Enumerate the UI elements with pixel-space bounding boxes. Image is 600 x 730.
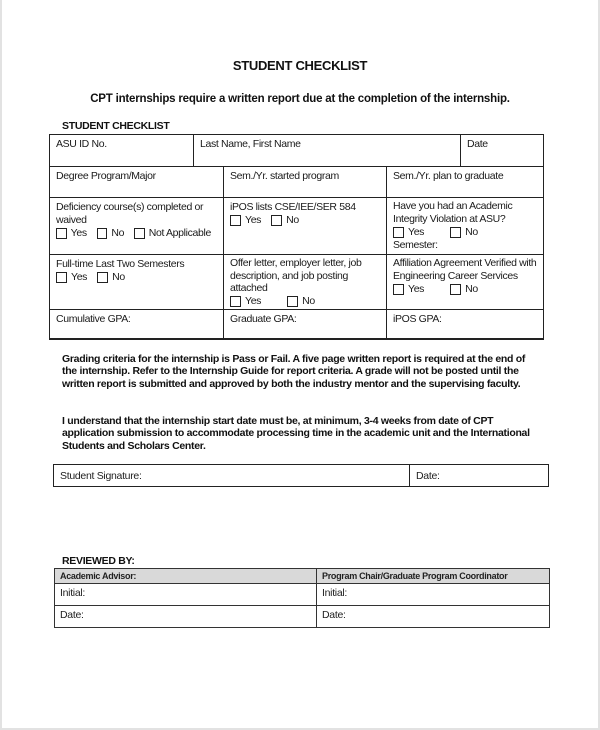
semester-label: Semester: [393, 239, 438, 251]
graduate-gpa-field[interactable] [223, 309, 387, 340]
deficiency-cell [49, 197, 224, 255]
field-label: Last Name, First Name [200, 138, 301, 150]
reviewed-by-label: REVIEWED BY: [62, 555, 135, 567]
academic-advisor-header: Academic Advisor: [54, 568, 317, 584]
field-label: Sem./Yr. plan to graduate [393, 170, 504, 182]
checkbox-label: No [302, 295, 315, 308]
checkbox-not-applicable[interactable] [134, 228, 145, 239]
fulltime-options [56, 271, 217, 285]
checkbox-yes[interactable] [56, 272, 67, 283]
field-label: Cumulative GPA: [56, 313, 131, 325]
field-label: Graduate GPA: [230, 313, 297, 325]
checkbox-yes[interactable] [230, 215, 241, 226]
section-label: STUDENT CHECKLIST [62, 120, 170, 132]
checkbox-no[interactable] [287, 296, 298, 307]
checkbox-yes[interactable] [393, 284, 404, 295]
chair-initial-field[interactable] [316, 583, 550, 606]
ipos-options [230, 214, 380, 228]
affiliation-options [393, 282, 537, 296]
sem-started-field[interactable] [223, 166, 387, 198]
checkbox-no[interactable] [97, 272, 108, 283]
field-label: Deficiency course(s) completed or waived [56, 201, 204, 226]
checkbox-label: No [465, 225, 478, 238]
field-label: iPOS lists CSE/IEE/SER 584 [230, 201, 356, 213]
asu-id-field[interactable] [49, 134, 194, 167]
field-label: Date: [322, 609, 346, 621]
offer-letter-cell [223, 254, 387, 310]
program-chair-header: Program Chair/Graduate Program Coordinator [316, 568, 550, 584]
deficiency-options [56, 226, 217, 240]
grading-criteria-paragraph: Grading criteria for the internship is Pass or Fail. A five page written report is required at the end of the internship. Refer to the Internship Guide for report criteria. A grade will not be posted until the written report is submitted and approved by both the industry mentor and the supervising faculty. [62, 353, 526, 390]
integrity-options [393, 225, 537, 239]
chair-date-field[interactable] [316, 605, 550, 628]
offer-options [230, 295, 380, 309]
field-label: Date [467, 138, 488, 150]
checkbox-label: No [112, 271, 125, 284]
start-date-paragraph: I understand that the internship start date must be, at minimum, 3-4 weeks from date of CPT application submission to accommodate processing time in the academic unit and the International Students and Scholars Center. [62, 415, 530, 452]
field-label: Date: [60, 609, 84, 621]
checkbox-label: No [286, 214, 299, 227]
advisor-initial-field[interactable] [54, 583, 317, 606]
page-subtitle: CPT internships require a written report due at the completion of the internship. [90, 93, 510, 105]
checkbox-label: Yes [408, 225, 425, 238]
checkbox-label: Not Applicable [148, 226, 211, 239]
checkbox-yes[interactable] [393, 227, 404, 238]
field-label: Student Signature: [60, 470, 142, 482]
checkbox-label: Yes [408, 282, 425, 295]
checkbox-no[interactable] [271, 215, 282, 226]
degree-program-field[interactable] [49, 166, 224, 198]
date-field[interactable] [460, 134, 544, 167]
student-signature-field[interactable] [53, 464, 410, 487]
cumulative-gpa-field[interactable] [49, 309, 224, 340]
page-title: STUDENT CHECKLIST [232, 58, 368, 73]
fulltime-cell [49, 254, 224, 310]
integrity-cell [386, 197, 544, 255]
field-label: ASU ID No. [56, 138, 107, 150]
name-field[interactable] [193, 134, 461, 167]
ipos-cell [223, 197, 387, 255]
field-label: Degree Program/Major [56, 170, 156, 182]
checkbox-label: No [111, 226, 125, 239]
checkbox-label: Yes [70, 226, 87, 239]
checkbox-no[interactable] [450, 284, 461, 295]
checkbox-label: Yes [245, 214, 262, 227]
checkbox-no[interactable] [97, 228, 108, 239]
checkbox-label: No [465, 282, 478, 295]
checkbox-no[interactable] [450, 227, 461, 238]
page-edge [0, 0, 2, 730]
field-label: Offer letter, employer letter, job description, and job posting attached [230, 257, 362, 294]
signature-date-field[interactable] [409, 464, 549, 487]
field-label: Initial: [60, 587, 86, 599]
field-label: Initial: [322, 587, 348, 599]
sem-graduate-field[interactable] [386, 166, 544, 198]
field-label: Affiliation Agreement Verified with Engineering Career Services [393, 257, 537, 282]
checkbox-yes[interactable] [230, 296, 241, 307]
field-label: Date: [416, 470, 440, 482]
checkbox-label: Yes [71, 271, 88, 284]
advisor-date-field[interactable] [54, 605, 317, 628]
field-label: Have you had an Academic Integrity Violation at ASU? [393, 200, 513, 225]
field-label: Sem./Yr. started program [230, 170, 339, 182]
field-label: iPOS GPA: [393, 313, 442, 325]
affiliation-cell [386, 254, 544, 310]
checkbox-label: Yes [245, 295, 262, 308]
ipos-gpa-field[interactable] [386, 309, 544, 340]
field-label: Full-time Last Two Semesters [56, 258, 185, 270]
checkbox-yes[interactable] [56, 228, 67, 239]
